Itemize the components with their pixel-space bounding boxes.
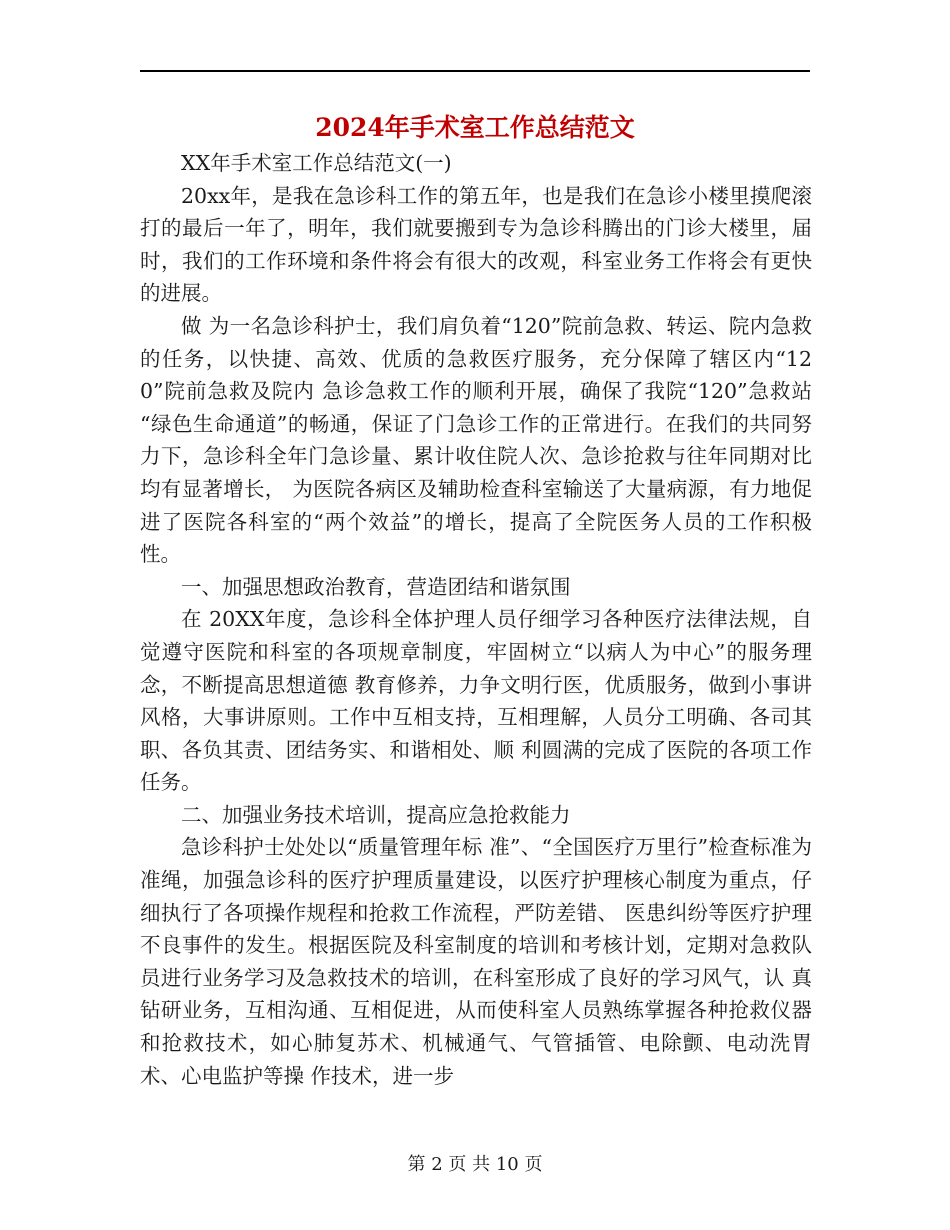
page-number-footer: 第 2 页 共 10 页	[407, 1154, 543, 1175]
intro-paragraph: 20xx年，是我在急诊科工作的第五年，也是我们在急诊小楼里摸爬滚打的最后一年了，明年，我们就要搬到专为急诊科腾出的门诊大楼里，届时，我们的工作环境和条件将会有很大的改观，科室业务工作将会有更快的进展。	[140, 183, 812, 306]
duty-paragraph: 做 为一名急诊科护士，我们肩负着“120”院前急救、转运、院内急救的任务，以快捷、高效、优质的急救医疗服务，充分保障了辖区内“120”院前急救及院内 急诊急救工作的顺利开展，确保了我院“120”急救站 “绿色生命通道”的畅通，保证了门急诊工作的正常进行。在我们的共同努力下，急诊科全年门急诊量、累计收住院人次、急诊抢救与往年同期对比均有显著增长， 为医院各病区及辅助检查科室输送了大量病源，有力地促进了医院各科室的“两个效益”的增长，提高了全院医务人员的工作积极性。	[140, 313, 812, 567]
header-rule	[140, 70, 810, 72]
subtitle-paragraph: XX年手术室工作总结范文(一)	[181, 151, 452, 175]
section-heading-2: 二、加强业务技术培训，提高应急抢救能力	[181, 802, 571, 827]
section-1-paragraph: 在 20XX年度，急诊科全体护理人员仔细学习各种医疗法律法规，自觉遵守医院和科室的各项规章制度，牢固树立“以病人为中心”的服务理念，不断提高思想道德 教育修养，力争文明行医，优质服务，做到小事讲风格，大事讲原则。工作中互相支持，互相理解，人员分工明确、各司其职、各负其责、团结务实、和谐相处、顺 利圆满的完成了医院的各项工作任务。	[140, 607, 812, 795]
section-heading-1: 一、加强思想政治教育，营造团结和谐氛围	[181, 574, 571, 599]
document-title: 2024年手术室工作总结范文	[315, 113, 635, 142]
section-2-paragraph: 急诊科护士处处以“质量管理年标 准”、“全国医疗万里行”检查标准为准绳，加强急诊科的医疗护理质量建设，以医疗护理核心制度为重点，仔细执行了各项操作规程和抢救工作流程，严防差错、 医患纠纷等医疗护理不良事件的发生。根据医院及科室制度的培训和考核计划，定期对急救队员进行业务学习及急救技术的培训，在科室形成了良好的学习风气，认 真钻研业务，互相沟通、互相促进，从而使科室人员熟练掌握各种抢救仪器和抢救技术，如心肺复苏术、机械通气、气管插管、电除颤、电动洗胃术、心电监护等操 作技术，进一步	[140, 835, 812, 1088]
document-body	[140, 147, 812, 1092]
